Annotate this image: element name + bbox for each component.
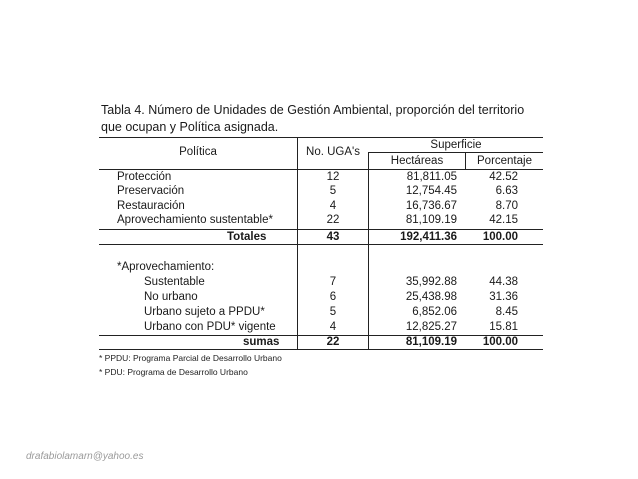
- row-ha: 81,811.05: [406, 171, 457, 183]
- row-pct: 42.15: [489, 214, 518, 226]
- row-label: Aprovechamiento sustentable*: [117, 214, 273, 226]
- header-uga: No. UGA's: [306, 146, 360, 158]
- row-uga: 5: [329, 185, 337, 197]
- caption-line-2: que ocupan y Política asignada.: [101, 120, 279, 134]
- sumas-bottom-rule: [99, 349, 543, 350]
- caption-line-1: Tabla 4. Número de Unidades de Gestión Ambiental, proporción del territorio: [101, 103, 525, 117]
- author-email: drafabiolamarn@yahoo.es: [26, 451, 144, 462]
- row-label: Urbano con PDU* vigente: [144, 321, 276, 333]
- row-uga: 7: [329, 276, 337, 288]
- row-pct: 6.63: [495, 185, 518, 197]
- totals-uga: 43: [326, 231, 340, 243]
- row-label: Urbano sujeto a PPDU*: [144, 306, 265, 318]
- sub-section-title: *Aprovechamiento:: [117, 261, 215, 273]
- footnote-ppdu: * PPDU: Programa Parcial de Desarrollo Urbano: [99, 353, 282, 363]
- header-porcentaje: Porcentaje: [477, 155, 532, 167]
- row-uga: 12: [326, 171, 340, 183]
- row-pct: 8.45: [495, 306, 518, 318]
- row-ha: 35,992.88: [405, 276, 457, 288]
- row-label: Restauración: [117, 200, 185, 212]
- row-pct: 8.70: [495, 200, 518, 212]
- row-label: Preservación: [117, 185, 185, 197]
- header-superficie: Superficie: [430, 139, 482, 151]
- footnote-pdu: * PDU: Programa de Desarrollo Urbano: [99, 367, 248, 377]
- row-pct: 15.81: [489, 321, 518, 333]
- header-hectareas: Hectáreas: [390, 155, 444, 167]
- row-label: Protección: [117, 171, 172, 183]
- sumas-uga: 22: [326, 336, 340, 348]
- sumas-pct: 100.00: [482, 336, 518, 348]
- sumas-label: sumas: [243, 336, 280, 348]
- header-politica: Política: [179, 146, 217, 158]
- row-ha: 6,852.06: [412, 306, 457, 318]
- row-ha: 81,109.19: [405, 214, 457, 226]
- table-caption: [101, 102, 551, 136]
- row-pct: 44.38: [489, 276, 518, 288]
- totals-pct: 100.00: [482, 231, 518, 243]
- row-uga: 6: [329, 291, 337, 303]
- row-label: No urbano: [144, 291, 198, 303]
- totals-bottom-rule: [99, 244, 543, 245]
- row-ha: 16,736.67: [405, 200, 457, 212]
- row-ha: 12,825.27: [405, 321, 457, 333]
- row-uga: 5: [329, 306, 337, 318]
- totals-label: Totales: [227, 231, 267, 243]
- row-uga: 4: [329, 321, 337, 333]
- sumas-ha: 81,109.19: [405, 336, 457, 348]
- row-ha: 12,754.45: [405, 185, 457, 197]
- superficie-rule: [369, 152, 543, 153]
- row-uga: 4: [329, 200, 337, 212]
- row-pct: 42.52: [489, 171, 518, 183]
- row-pct: 31.36: [489, 291, 518, 303]
- totals-ha: 192,411.36: [400, 231, 457, 243]
- row-uga: 22: [326, 214, 340, 226]
- row-ha: 25,438.98: [405, 291, 457, 303]
- row-label: Sustentable: [144, 276, 205, 288]
